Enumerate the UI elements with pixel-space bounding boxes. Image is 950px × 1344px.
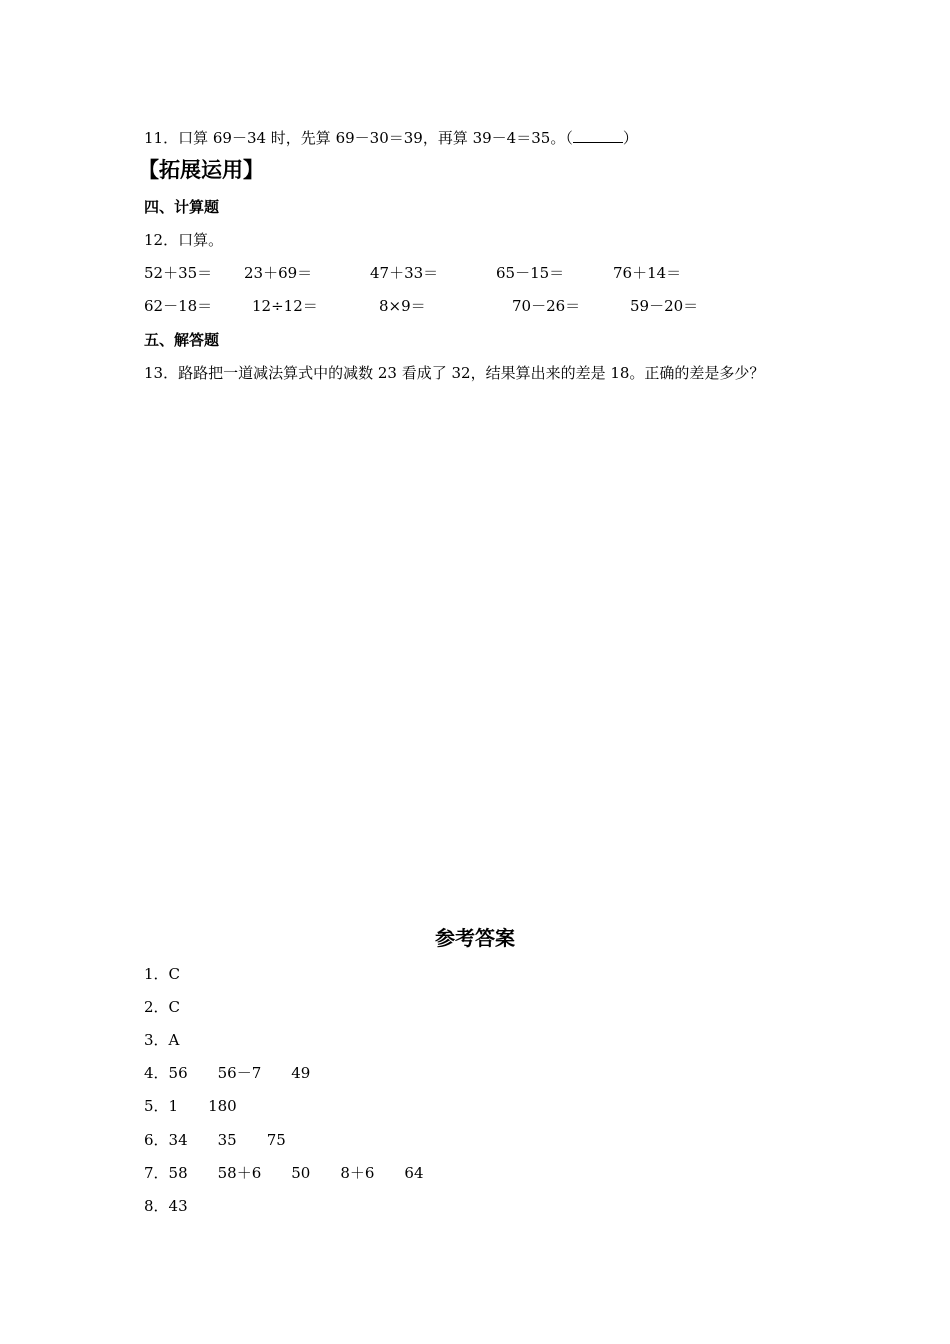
section-4-title: 四、计算题	[144, 198, 220, 216]
calc-item: 62－18＝	[144, 297, 213, 315]
question-13-text: 13．路路把一道减法算式中的减数 23 看成了 32，结果算出来的差是 18。正确的差是多少？	[144, 364, 765, 382]
question-12-text: 12．口算。	[144, 231, 224, 249]
calc-item: 12÷12＝	[252, 297, 318, 315]
extension-heading: 【拓展运用】	[138, 157, 264, 182]
answer-item: 2．C	[144, 998, 181, 1016]
question-11-text: 11．口算 69－34 时，先算 69－30＝39，再算 39－4＝35。（	[144, 129, 573, 147]
calc-item: 23＋69＝	[244, 264, 313, 282]
calc-item: 47＋33＝	[370, 264, 439, 282]
answer-item: 5．1 180	[144, 1097, 237, 1115]
question-11-close: ）	[622, 129, 638, 147]
calc-item: 70－26＝	[512, 297, 581, 315]
answers-title: 参考答案	[435, 926, 515, 950]
answer-blank[interactable]	[573, 129, 623, 143]
answer-item: 6．34 35 75	[144, 1131, 286, 1149]
answer-item: 8．43	[144, 1197, 188, 1215]
calc-item: 52＋35＝	[144, 264, 213, 282]
answer-item: 7．58 58＋6 50 8＋6 64	[144, 1164, 424, 1182]
calc-item: 76＋14＝	[613, 264, 682, 282]
answer-item: 1．C	[144, 965, 181, 983]
section-5-title: 五、解答题	[144, 331, 220, 349]
answer-item: 4．56 56－7 49	[144, 1064, 311, 1082]
calc-item: 8×9＝	[379, 297, 426, 315]
question-11	[144, 128, 638, 148]
calc-item: 59－20＝	[630, 297, 699, 315]
calc-item: 65－15＝	[496, 264, 565, 282]
answer-item: 3．A	[144, 1031, 180, 1049]
